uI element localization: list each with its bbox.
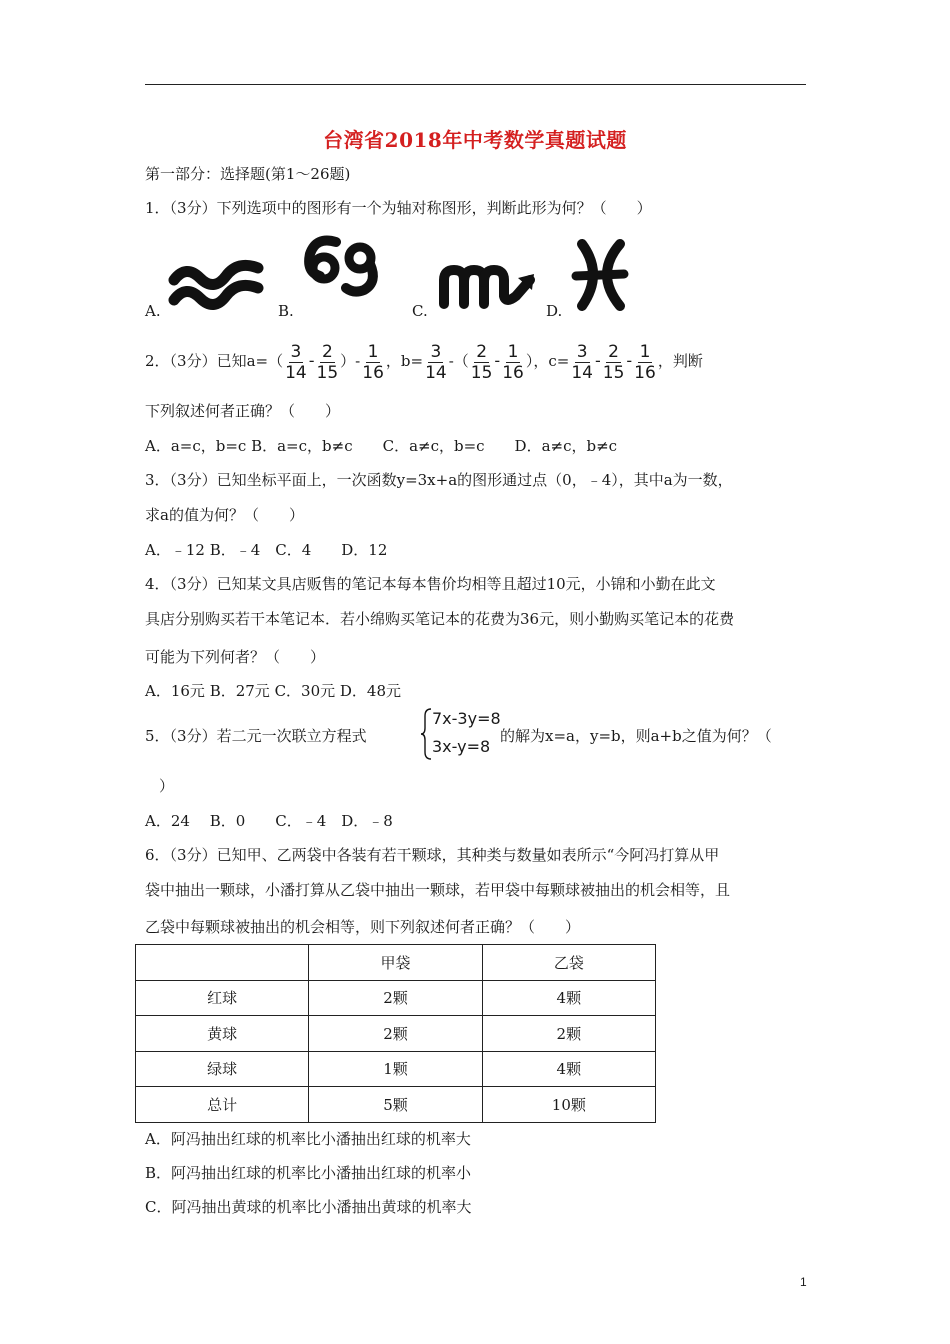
q1-stem: 1．（3分）下列选项中的图形有一个为轴对称图形，判断此形为何？（ ）: [145, 199, 652, 217]
section-heading: 第一部分：选择题(第1～26题): [145, 165, 351, 183]
table-cell: 2颗: [309, 1016, 482, 1052]
fraction: $\frac{1}{16}$: [362, 341, 384, 383]
q5-stem-line2: ）: [159, 777, 175, 795]
table-row: [136, 1016, 656, 1052]
fraction: $\frac{3}{14}$: [571, 341, 593, 383]
q6-option-c: C．阿冯抽出黄球的机率比小潘抽出黄球的机率大: [145, 1198, 472, 1216]
table-row: [136, 1051, 656, 1087]
cancer-icon: [302, 232, 384, 296]
q5-options: A．24 B．0 C．﹣4 D．﹣8: [145, 812, 393, 830]
table-cell: 黄球: [136, 1016, 309, 1052]
q4-stem-line2: 具店分别购买若干本笔记本．若小绵购买笔记本的花费为36元，则小勤购买笔记本的花费: [145, 610, 735, 628]
table-cell: 2颗: [309, 980, 482, 1016]
q5-equation-1: 7x-3y=8: [432, 709, 501, 728]
q5-tail: 的解为x=a，y=b，则a+b之值为何？（: [500, 727, 772, 745]
q1-option-a-label: A.: [145, 302, 161, 320]
table-cell: 总计: [136, 1087, 309, 1123]
q2-lead: 2．（3分）已知a=（: [145, 352, 284, 370]
q3-stem-line2: 求a的值为何？（ ）: [145, 506, 304, 524]
q5-lead: 5．（3分）若二元一次联立方程式: [145, 727, 367, 745]
table-row: [136, 1087, 656, 1123]
brace-icon: [420, 708, 432, 760]
table-cell: 2颗: [482, 1016, 655, 1052]
q2-options: A．a=c，b=c B．a=c，b≠c C．a≠c，b=c D．a≠c，b≠c: [145, 437, 618, 455]
q3-stem-line1: 3．（3分）已知坐标平面上，一次函数y=3x+a的图形通过点（0，﹣4），其中a为一数，: [145, 471, 733, 489]
table-header-cell: 乙袋: [482, 945, 655, 981]
table-cell: 1颗: [309, 1051, 482, 1087]
q2-stem-line2: 下列叙述何者正确？（ ）: [145, 402, 341, 420]
q2-stem-line1: 2．（3分）已知a=（ $\frac{3}{14}$ - $\frac{2}{15}$ ）- $\frac{1}{16}$ ，b= $\frac{3}{14}$ -（ $\frac{2}{15}$ - $\frac{1}{16}$ ），c= $\frac{3}{14}$ - $\frac{2}{15}$ - $\frac{1}{16}$ ，判断: [145, 341, 703, 383]
table-cell: 10颗: [482, 1087, 655, 1123]
page-title: 台湾省2018年中考数学真题试题: [323, 128, 627, 152]
ball-count-table: [135, 944, 656, 1123]
table-header-cell: [136, 945, 309, 981]
table-cell: 4颗: [482, 1051, 655, 1087]
pisces-icon: [568, 238, 630, 312]
aquarius-icon: [168, 258, 264, 306]
q6-option-a: A．阿冯抽出红球的机率比小潘抽出红球的机率大: [145, 1130, 471, 1148]
fraction: $\frac{3}{14}$: [425, 341, 447, 383]
q1-option-b-label: B.: [278, 302, 294, 320]
fraction: $\frac{3}{14}$: [285, 341, 307, 383]
fraction: $\frac{2}{15}$: [316, 341, 339, 383]
table-cell: 4颗: [482, 980, 655, 1016]
header-rule: [145, 84, 806, 85]
table-cell: 绿球: [136, 1051, 309, 1087]
table-cell: 红球: [136, 980, 309, 1016]
fraction: $\frac{2}{15}$: [602, 341, 625, 383]
q5-equation-2: 3x-y=8: [432, 737, 491, 756]
table-row: [136, 980, 656, 1016]
q4-options: A．16元 B．27元 C．30元 D．48元: [145, 682, 402, 700]
q3-options: A．﹣12 B．﹣4 C．4 D．12: [145, 541, 388, 559]
q6-stem-line1: 6．（3分）已知甲、乙两袋中各装有若干颗球，其种类与数量如表所示“今阿冯打算从甲: [145, 846, 720, 864]
q1-option-c-label: C.: [412, 302, 428, 320]
fraction: $\frac{2}{15}$: [470, 341, 493, 383]
q4-stem-line3: 可能为下列何者？（ ）: [145, 648, 326, 666]
q6-option-b: B．阿冯抽出红球的机率比小潘抽出红球的机率小: [145, 1164, 472, 1182]
page-number: 1: [800, 1275, 807, 1289]
q6-stem-line3: 乙袋中每颗球被抽出的机会相等，则下列叙述何者正确？（ ）: [145, 918, 581, 936]
q4-stem-line1: 4．（3分）已知某文具店贩售的笔记本每本售价均相等且超过10元，小锦和小勤在此文: [145, 575, 716, 593]
table-header-cell: 甲袋: [309, 945, 482, 981]
table-header-row: [136, 945, 656, 981]
fraction: $\frac{1}{16}$: [634, 341, 656, 383]
scorpio-icon: [438, 262, 544, 310]
fraction: $\frac{1}{16}$: [502, 341, 524, 383]
q1-option-d-label: D.: [546, 302, 563, 320]
q6-stem-line2: 袋中抽出一颗球，小潘打算从乙袋中抽出一颗球，若甲袋中每颗球被抽出的机会相等，且: [145, 881, 731, 899]
table-cell: 5颗: [309, 1087, 482, 1123]
